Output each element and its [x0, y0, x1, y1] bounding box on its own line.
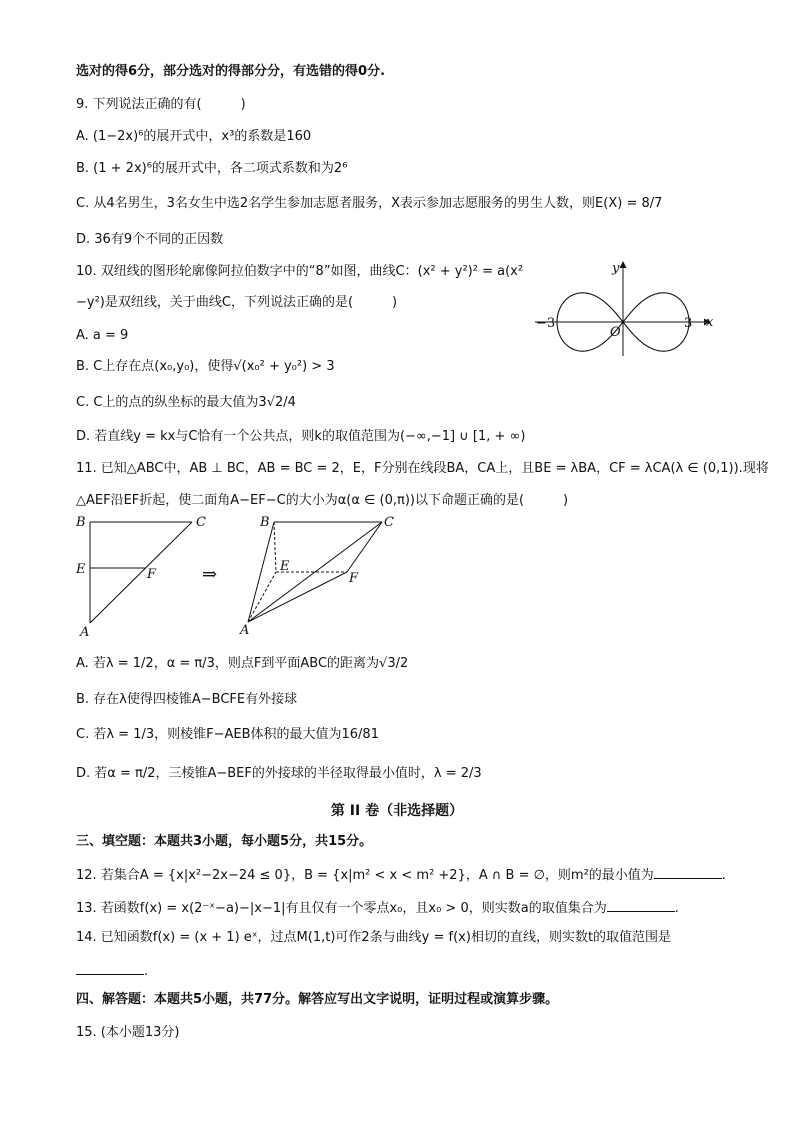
- question-13-text: 13. 若函数f(x) = x(2⁻ˣ−a)−|x−1|有且仅有一个零点x₀，且x₀ > 0，则实数a的取值集合为: [76, 901, 607, 916]
- label-c: C: [384, 515, 394, 530]
- answer-blank-14[interactable]: [76, 962, 144, 975]
- q10-option-d: D. 若直线y = kx与C恰有一个公共点，则k的取值范围为(−∞,−1] ∪ [1, + ∞): [76, 429, 526, 444]
- scoring-note: 选对的得6分，部分选对的得部分分，有选错的得0分.: [76, 64, 386, 79]
- question-11-cont: △AEF沿EF折起，使二面角A−EF−C的大小为α(α ∈ (0,π))以下命题正确的是( ): [76, 493, 569, 508]
- q9-option-b: B. (1 + 2x)⁶的展开式中，各二项式系数和为2⁶: [76, 161, 348, 176]
- edge-be: [274, 522, 276, 572]
- question-10: 10. 双纽线的图形轮廓像阿拉伯数字中的“8”如图，曲线C：(x² + y²)² = a(x²: [76, 264, 524, 279]
- answer-blank-12[interactable]: [654, 866, 722, 879]
- answer-blank-13[interactable]: [607, 899, 675, 912]
- question-13: [76, 899, 679, 918]
- section-4-heading: 四、解答题：本题共5小题，共77分。解答应写出文字说明，证明过程或演算步骤。: [76, 992, 559, 1007]
- x-axis-label: x: [706, 315, 714, 330]
- question-15: 15. (本小题13分): [76, 1025, 180, 1040]
- q12-period: .: [721, 868, 726, 883]
- question-14: 14. 已知函数f(x) = (x + 1) eˣ，过点M(1,t)可作2条与曲线y = f(x)相切的直线，则实数t的取值范围是: [76, 930, 672, 945]
- lemniscate-figure: [530, 258, 720, 358]
- label-b: B: [76, 515, 86, 530]
- edge-fc: [347, 522, 382, 572]
- label-a: A: [80, 625, 90, 640]
- label-b: B: [260, 515, 270, 530]
- triangle-figure: [70, 510, 240, 640]
- q9-option-a: A. (1−2x)⁶的展开式中，x³的系数是160: [76, 129, 312, 144]
- y-axis-label: y: [612, 261, 620, 276]
- label-c: C: [196, 515, 206, 530]
- label-a: A: [240, 623, 250, 638]
- edge-ab: [248, 522, 274, 622]
- question-14-answer-line: [76, 962, 148, 981]
- left-tick-label: −3: [536, 316, 556, 331]
- edge-ac: [248, 522, 382, 622]
- question-11: 11. 已知△ABC中，AB ⊥ BC，AB = BC = 2，E，F分别在线段BA，CA上，且BE = λBA，CF = λCA(λ ∈ (0,1)).现将: [76, 461, 769, 476]
- q10-option-c: C. C上的点的纵坐标的最大值为3√2/4: [76, 395, 296, 410]
- right-tick-label: 3: [684, 316, 693, 331]
- question-12-text: 12. 若集合A = {x|x²−2x−24 ≤ 0}，B = {x|m² < x < m² +2}，A ∩ B = ∅，则m²的最小值为: [76, 868, 654, 883]
- section-3-heading: 三、填空题：本题共3小题，每小题5分，共15分。: [76, 834, 373, 849]
- side-ac: [90, 522, 192, 623]
- q10-option-a: A. a = 9: [76, 328, 129, 343]
- q10-option-b: B. C上存在点(x₀,y₀)，使得√(x₀² + y₀²) > 3: [76, 359, 335, 374]
- q11-option-a: A. 若λ = 1/2，α = π/3，则点F到平面ABC的距离为√3/2: [76, 656, 409, 671]
- label-e: E: [76, 562, 86, 577]
- q9-option-c: C. 从4名男生，3名女生中选2名学生参加志愿者服务，X表示参加志愿服务的男生人数，则E(X) = 8/7: [76, 196, 663, 211]
- label-f: F: [349, 571, 359, 586]
- question-9: 9. 下列说法正确的有( ): [76, 97, 246, 112]
- q9-option-d: D. 36有9个不同的正因数: [76, 232, 224, 247]
- edge-af: [248, 572, 347, 622]
- q14-period: .: [144, 964, 149, 979]
- q11-option-d: D. 若α = π/2，三棱锥A−BEF的外接球的半径取得最小值时，λ = 2/3: [76, 766, 482, 781]
- q11-option-b: B. 存在λ使得四棱锥A−BCFE有外接球: [76, 692, 298, 707]
- question-10-cont: −y²)是双纽线，关于曲线C，下列说法正确的是( ): [76, 295, 398, 310]
- pyramid-figure: [236, 510, 406, 640]
- label-f: F: [147, 567, 157, 582]
- label-e: E: [280, 559, 290, 574]
- arrow-symbol: ⇒: [202, 564, 218, 585]
- part-2-heading: 第 II 卷（非选择题）: [330, 803, 464, 819]
- q13-period: .: [674, 901, 679, 916]
- origin-label: O: [610, 325, 621, 340]
- question-12: [76, 866, 726, 885]
- q11-option-c: C. 若λ = 1/3，则棱锥F−AEB体积的最大值为16/81: [76, 727, 379, 742]
